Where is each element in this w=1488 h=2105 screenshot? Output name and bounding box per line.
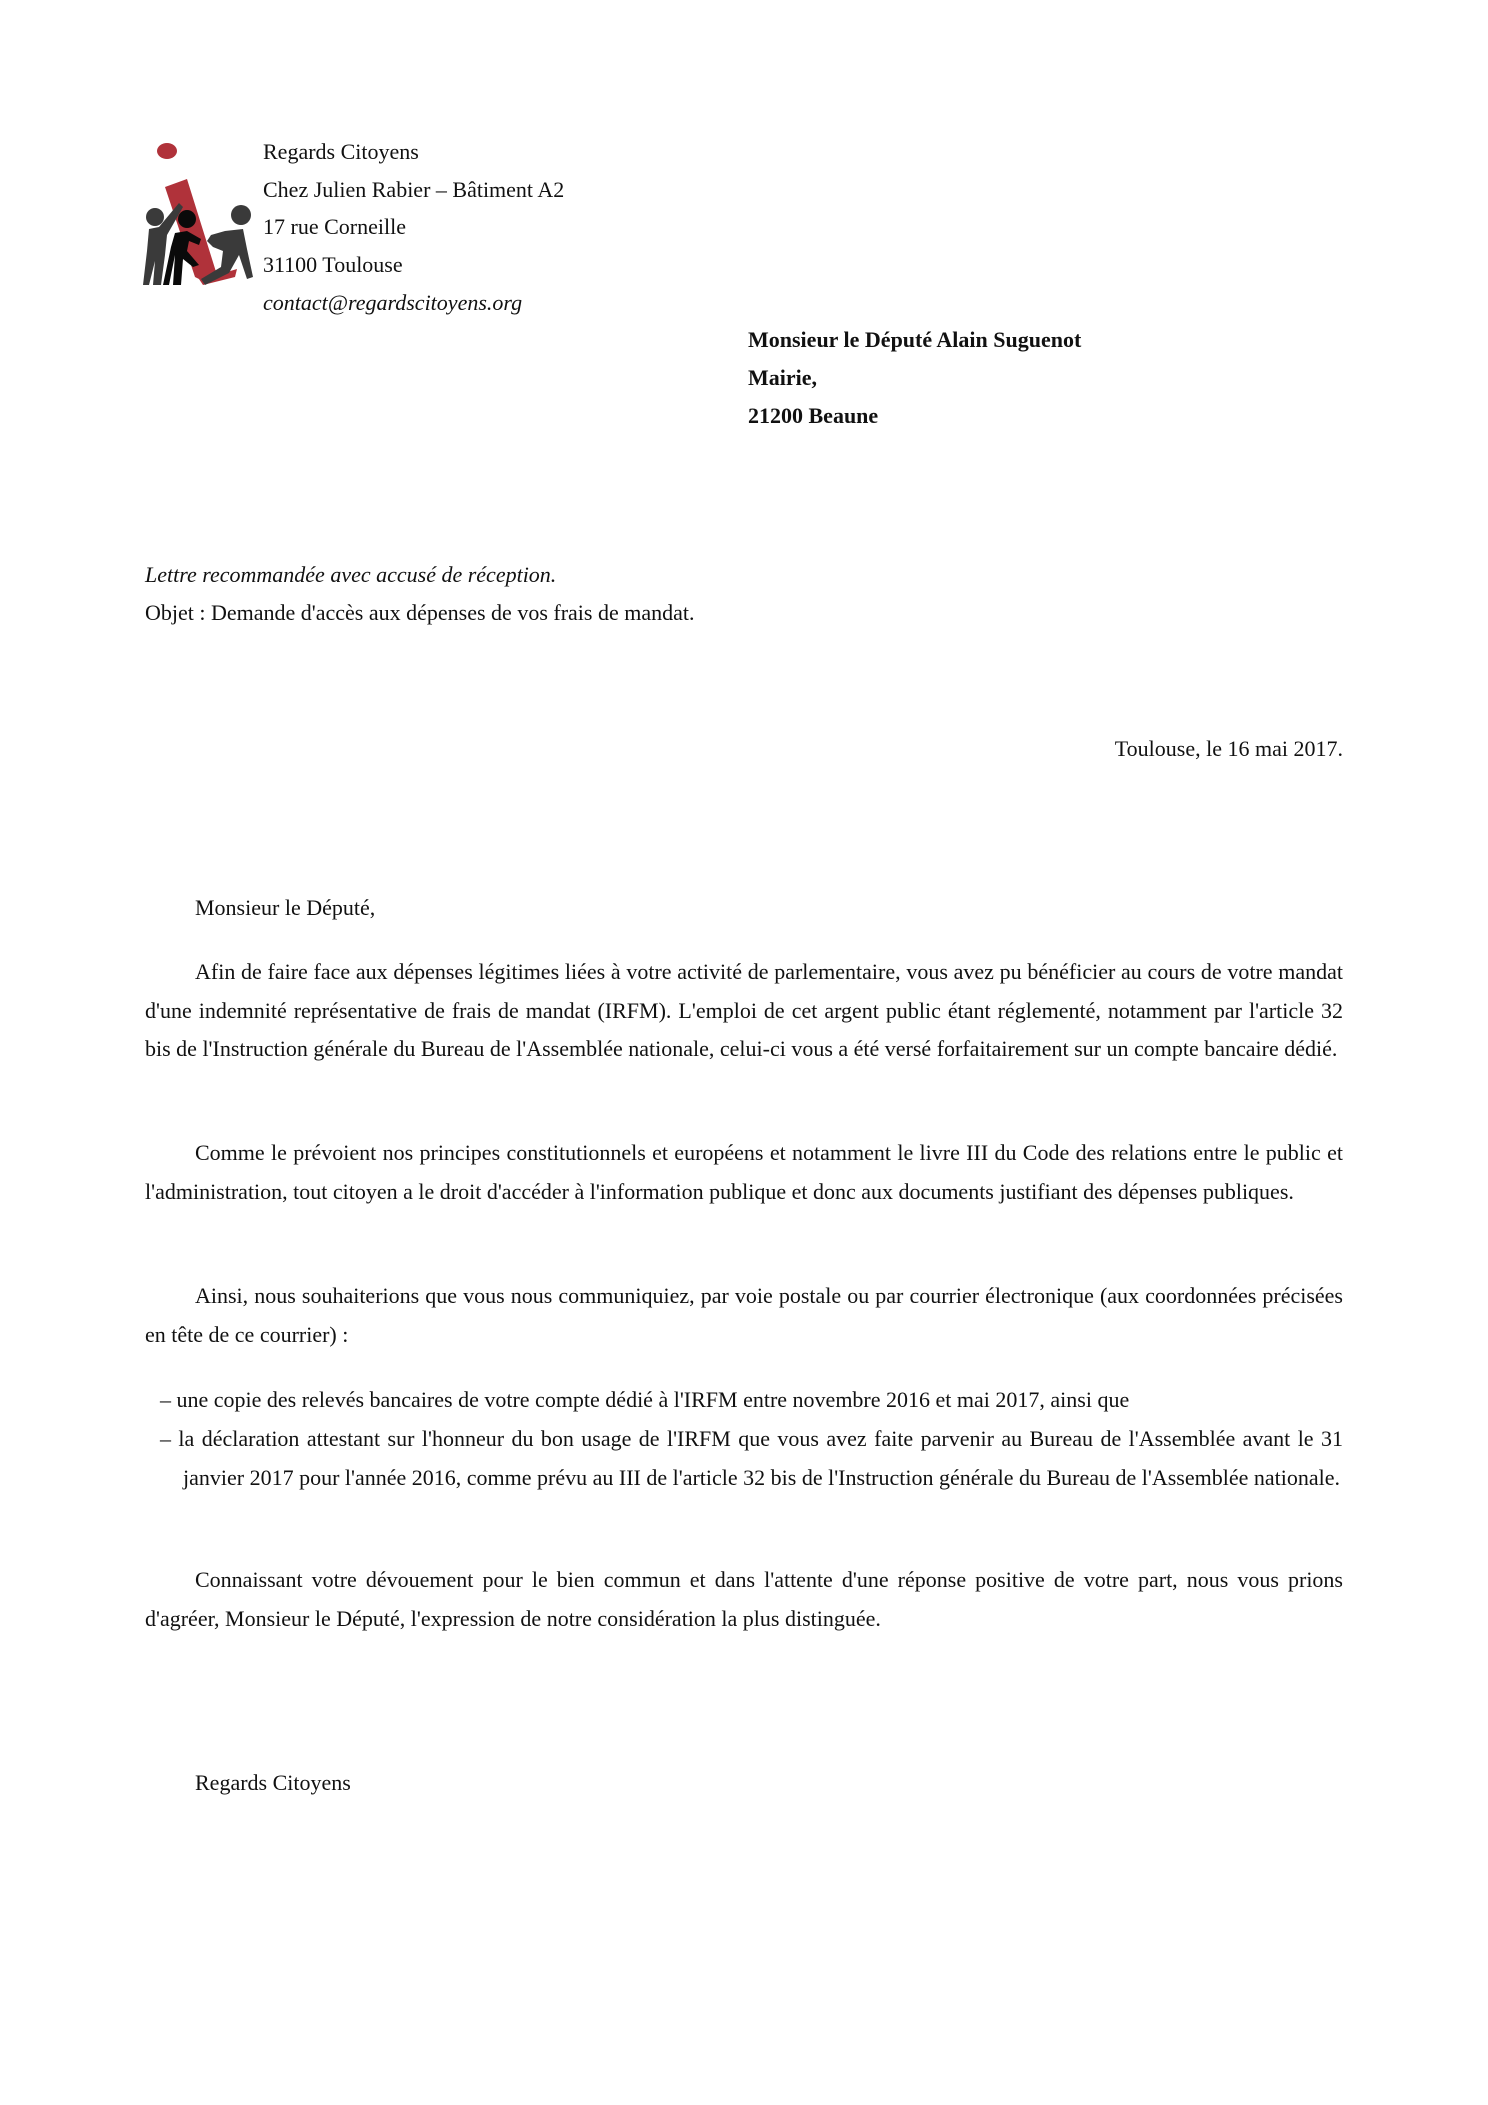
paragraph-1: Afin de faire face aux dépenses légitimes liées à votre activité de parlementaire, vous avez pu bénéficier au cours de votre mandat d'une indemnité représentative de frais de mandat (IRFM). L'emploi de cet argent public étant réglementé, notamment par l'article 32 bis de l'Instruction générale du Bureau de l'Assemblée nationale, celui-ci vous a été versé forfaitairement sur un compte bancaire dédié. <box>145 959 1343 1061</box>
place-date: Toulouse, le 16 mai 2017. <box>1114 736 1343 761</box>
recipient-name: Monsieur le Député Alain Suguenot <box>748 327 1082 352</box>
signature: Regards Citoyens <box>195 1770 351 1795</box>
recipient-line3: 21200 Beaune <box>748 403 879 428</box>
sender-address-line2: 17 rue Corneille <box>263 214 406 239</box>
paragraph-3: Ainsi, nous souhaiterions que vous nous communiquiez, par voie postale ou par courrier électronique (aux coordonnées précisées en tête de ce courrier) : <box>145 1283 1343 1347</box>
sender-email-link[interactable]: contact@regardscitoyens.org <box>263 290 523 315</box>
list-item-declaration: – la déclaration attestant sur l'honneur du bon usage de l'IRFM que vous avez faite parvenir au Bureau de l'Assemblée avant le 31 janvier 2017 pour l'année 2016, comme prévu au III de l'article 32 bis de l'Instruction générale du Bureau de l'Assemblée nationale. <box>160 1426 1343 1490</box>
recipient-line2: Mairie, <box>748 365 818 390</box>
regards-citoyens-logo-icon <box>143 137 253 287</box>
sender-address-line1: Chez Julien Rabier – Bâtiment A2 <box>263 177 565 202</box>
paragraph-2: Comme le prévoient nos principes constitutionnels et européens et notamment le livre III du Code des relations entre le public et l'administration, tout citoyen a le droit d'accéder à l'information publique et donc aux documents justifiant des dépenses publiques. <box>145 1140 1343 1204</box>
sender-name: Regards Citoyens <box>263 139 419 164</box>
list-item-bank-statements: – une copie des relevés bancaires de votre compte dédié à l'IRFM entre novembre 2016 et mai 2017, ainsi que <box>160 1387 1130 1412</box>
letter-subject: Objet : Demande d'accès aux dépenses de vos frais de mandat. <box>145 600 695 625</box>
salutation: Monsieur le Député, <box>195 895 376 920</box>
sender-address-line3: 31100 Toulouse <box>263 252 403 277</box>
closing-paragraph: Connaissant votre dévouement pour le bien commun et dans l'attente d'une réponse positive de votre part, nous vous prions d'agréer, Monsieur le Député, l'expression de notre considération la plus distinguée. <box>145 1567 1343 1631</box>
registered-mail-mention: Lettre recommandée avec accusé de réception. <box>145 562 557 587</box>
